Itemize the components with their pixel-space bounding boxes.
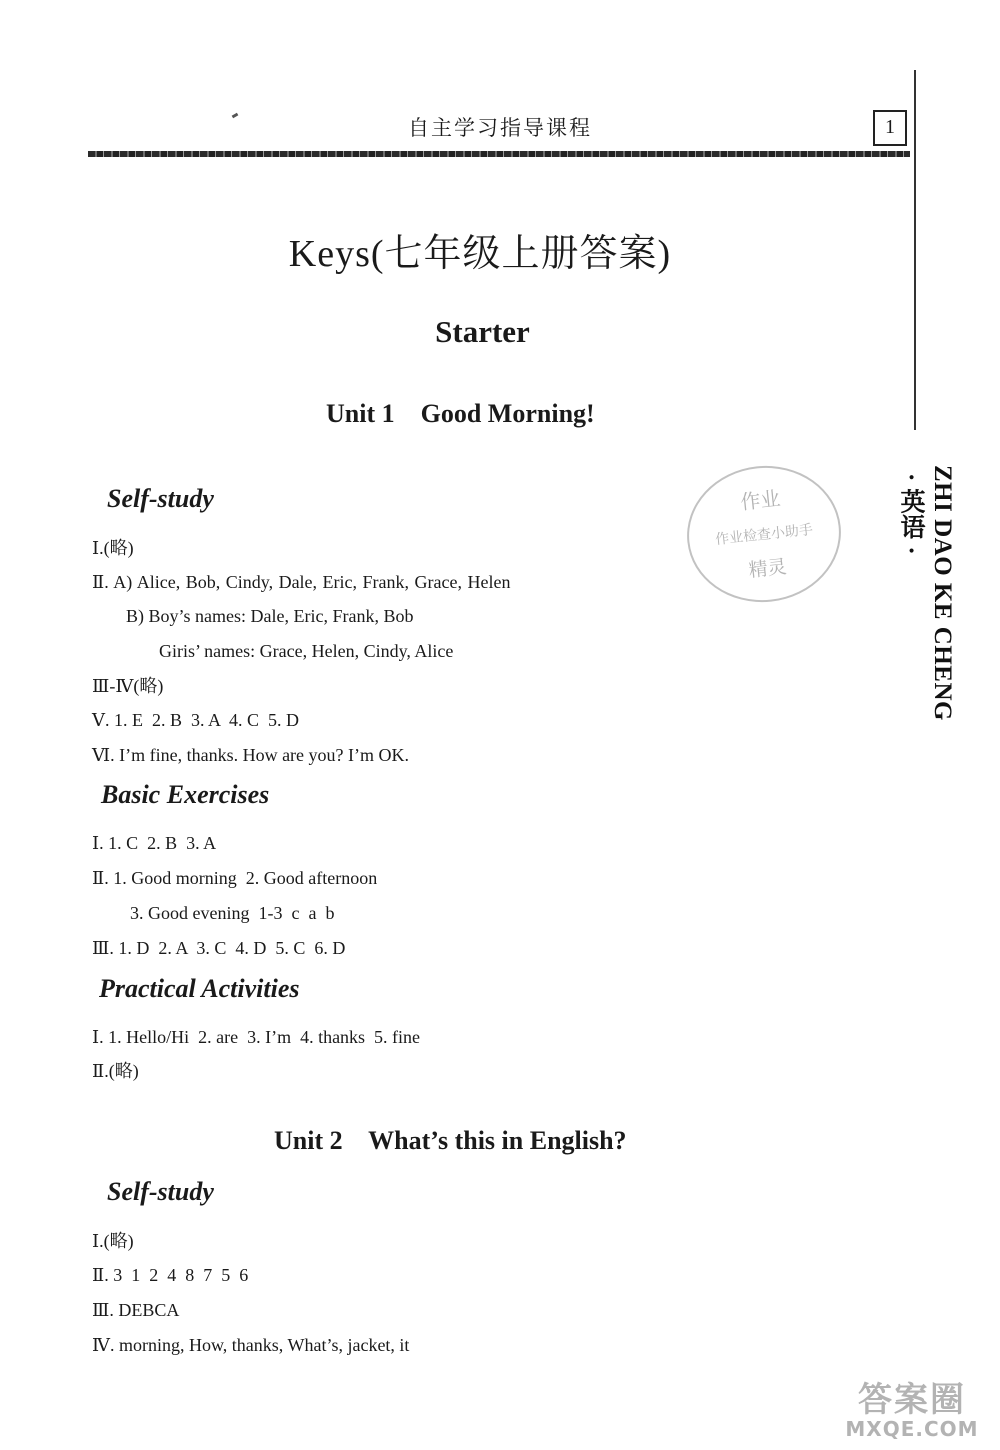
answer-line: Ⅱ. 1. Good morning 2. Good afternoon: [92, 868, 378, 888]
answer-line: Ⅱ. 3 1 2 4 8 7 5 6: [92, 1265, 249, 1285]
unit2-self-study-heading: Self-study: [107, 1177, 214, 1206]
answer-line: Ⅲ. DEBCA: [92, 1300, 180, 1320]
ink-speck: [232, 113, 239, 119]
answer-line: 3. Good evening 1-3 c a b: [130, 903, 335, 923]
watermark-url-text: MXQE.COM: [845, 1417, 979, 1441]
answer-line: B) Boy’s names: Dale, Eric, Frank, Bob: [126, 606, 414, 626]
stamp-text-middle: 作业检查小助手: [714, 521, 814, 549]
side-text-latin: ZHI DAO KE CHENG: [929, 465, 956, 721]
answer-line: Ⅴ. 1. E 2. B 3. A 4. C 5. D: [92, 710, 300, 730]
running-header: 自主学习指导课程: [408, 116, 592, 140]
answer-line: Ⅳ. morning, How, thanks, What’s, jacket, it: [92, 1335, 410, 1355]
stamp-text-bottom: 精灵: [747, 555, 788, 582]
unit1-self-study-heading: Self-study: [107, 484, 214, 513]
answer-line: Ⅰ.(略): [92, 538, 134, 558]
answer-line: Ⅵ. I’m fine, thanks. How are you? I’m OK.: [92, 745, 410, 765]
unit1-practical-activities-heading: Practical Activities: [99, 974, 300, 1003]
stamp-text-top: 作业: [739, 486, 782, 515]
unit1-basic-exercises-heading: Basic Exercises: [101, 780, 270, 809]
answer-line: Ⅱ. A) Alice, Bob, Cindy, Dale, Eric, Frank, Grace, Helen: [92, 572, 511, 592]
header-rule: [88, 151, 910, 157]
side-text-subject: · 英语 ·: [897, 473, 924, 556]
corner-watermark-logo: [832, 1382, 992, 1444]
watermark-logo-text: 答案圈: [858, 1380, 966, 1420]
answer-line: Ⅲ-Ⅳ(略): [92, 676, 164, 696]
side-vertical-label: [892, 465, 956, 885]
answer-line: Ⅲ. 1. D 2. A 3. C 4. D 5. C 6. D: [92, 938, 346, 958]
answer-line: Ⅰ. 1. Hello/Hi 2. are 3. I’m 4. thanks 5. fine: [92, 1027, 421, 1047]
answer-line: Ⅰ. 1. C 2. B 3. A: [92, 833, 217, 853]
page-number: 1: [873, 110, 907, 146]
section-title: Starter: [435, 314, 530, 349]
answer-line: Ⅱ.(略): [92, 1061, 139, 1081]
watermark-stamp: [680, 458, 847, 609]
unit2-title: Unit 2 What’s this in English?: [274, 1126, 627, 1155]
answer-line: Ⅰ.(略): [92, 1231, 134, 1251]
answer-line: Giris’ names: Grace, Helen, Cindy, Alice: [159, 641, 454, 661]
unit1-title: Unit 1 Good Morning!: [326, 399, 595, 428]
page-title: Keys(七年级上册答案): [288, 233, 672, 275]
